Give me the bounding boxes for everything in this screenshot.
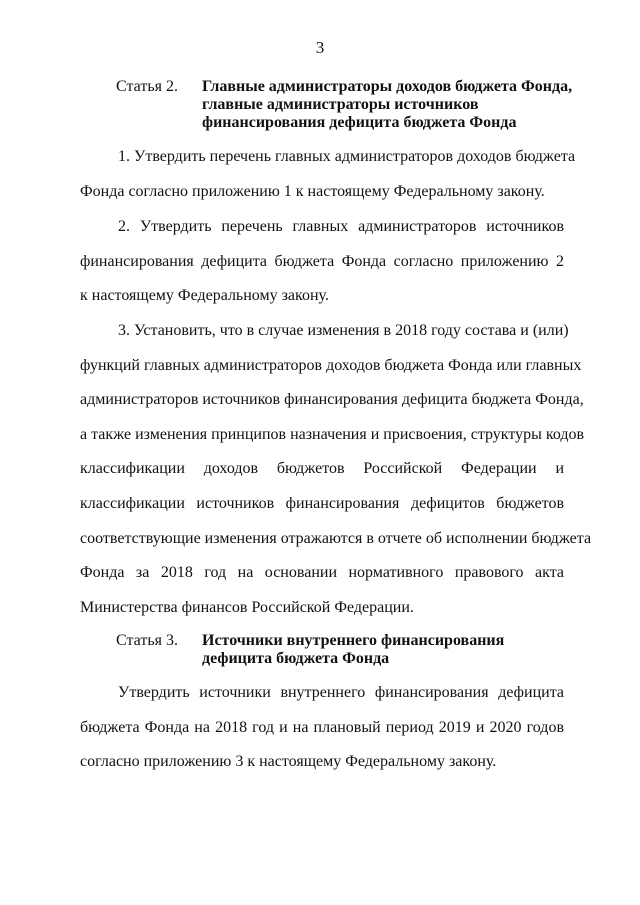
paragraph-2: [80, 210, 564, 314]
page-number: 3: [315, 38, 325, 57]
paragraph-line: финансирования дефицита бюджета Фонда согласно приложению 2: [80, 252, 564, 270]
paragraph-line: 3. Установить, что в случае изменения в 2018 году состава и (или): [118, 322, 569, 339]
paragraph-line: а также изменения принципов назначения и присвоения, структуры кодов: [80, 425, 585, 443]
paragraph-line: соответствующие изменения отражаются в отчете об исполнении бюджета: [80, 529, 592, 547]
article-2-heading: [116, 78, 586, 132]
paragraph-line: классификации доходов бюджетов Российской Федерации и: [80, 460, 564, 478]
paragraph-line: Фонда за 2018 год на основании нормативного правового акта: [80, 564, 564, 582]
article-2-title-line: финансирования дефицита бюджета Фонда: [202, 114, 517, 131]
article-2-title-line: Главные администраторы доходов бюджета Фонда,: [202, 78, 573, 95]
paragraph-line: Утвердить источники внутреннего финансирования дефицита: [118, 684, 564, 701]
paragraph-line: 1. Утвердить перечень главных администраторов доходов бюджета: [118, 148, 576, 165]
paragraph-4: [80, 676, 564, 780]
article-3-title: [202, 632, 504, 668]
paragraph-line: 2. Утвердить перечень главных администраторов источников: [118, 218, 564, 235]
paragraph-line: функций главных администраторов доходов бюджета Фонда или главных: [80, 356, 582, 374]
paragraph-line: согласно приложению 3 к настоящему Федеральному закону.: [80, 753, 497, 771]
article-2-title-line: главные администраторы источников: [202, 96, 479, 113]
paragraph-line: к настоящему Федеральному закону.: [80, 287, 329, 305]
article-3-label: Статья 3.: [116, 632, 178, 649]
paragraph-line: классификации источников финансирования дефицитов бюджетов: [80, 494, 564, 512]
paragraph-1: [80, 140, 576, 209]
article-2-title: [202, 78, 572, 132]
paragraph-line: бюджета Фонда на 2018 год и на плановый период 2019 и 2020 годов: [80, 718, 564, 736]
article-2-label: Статья 2.: [116, 78, 178, 95]
paragraph-line: администраторов источников финансирования дефицита бюджета Фонда,: [80, 391, 584, 409]
article-3-heading: [116, 632, 586, 668]
paragraph-line: Фонда согласно приложению 1 к настоящему Федеральному закону.: [80, 182, 545, 200]
paragraph-line: Министерства финансов Российской Федерации.: [80, 598, 414, 616]
article-3-title-line: дефицита бюджета Фонда: [202, 650, 390, 667]
paragraph-3: [80, 314, 592, 625]
article-3-title-line: Источники внутреннего финансирования: [202, 632, 505, 649]
